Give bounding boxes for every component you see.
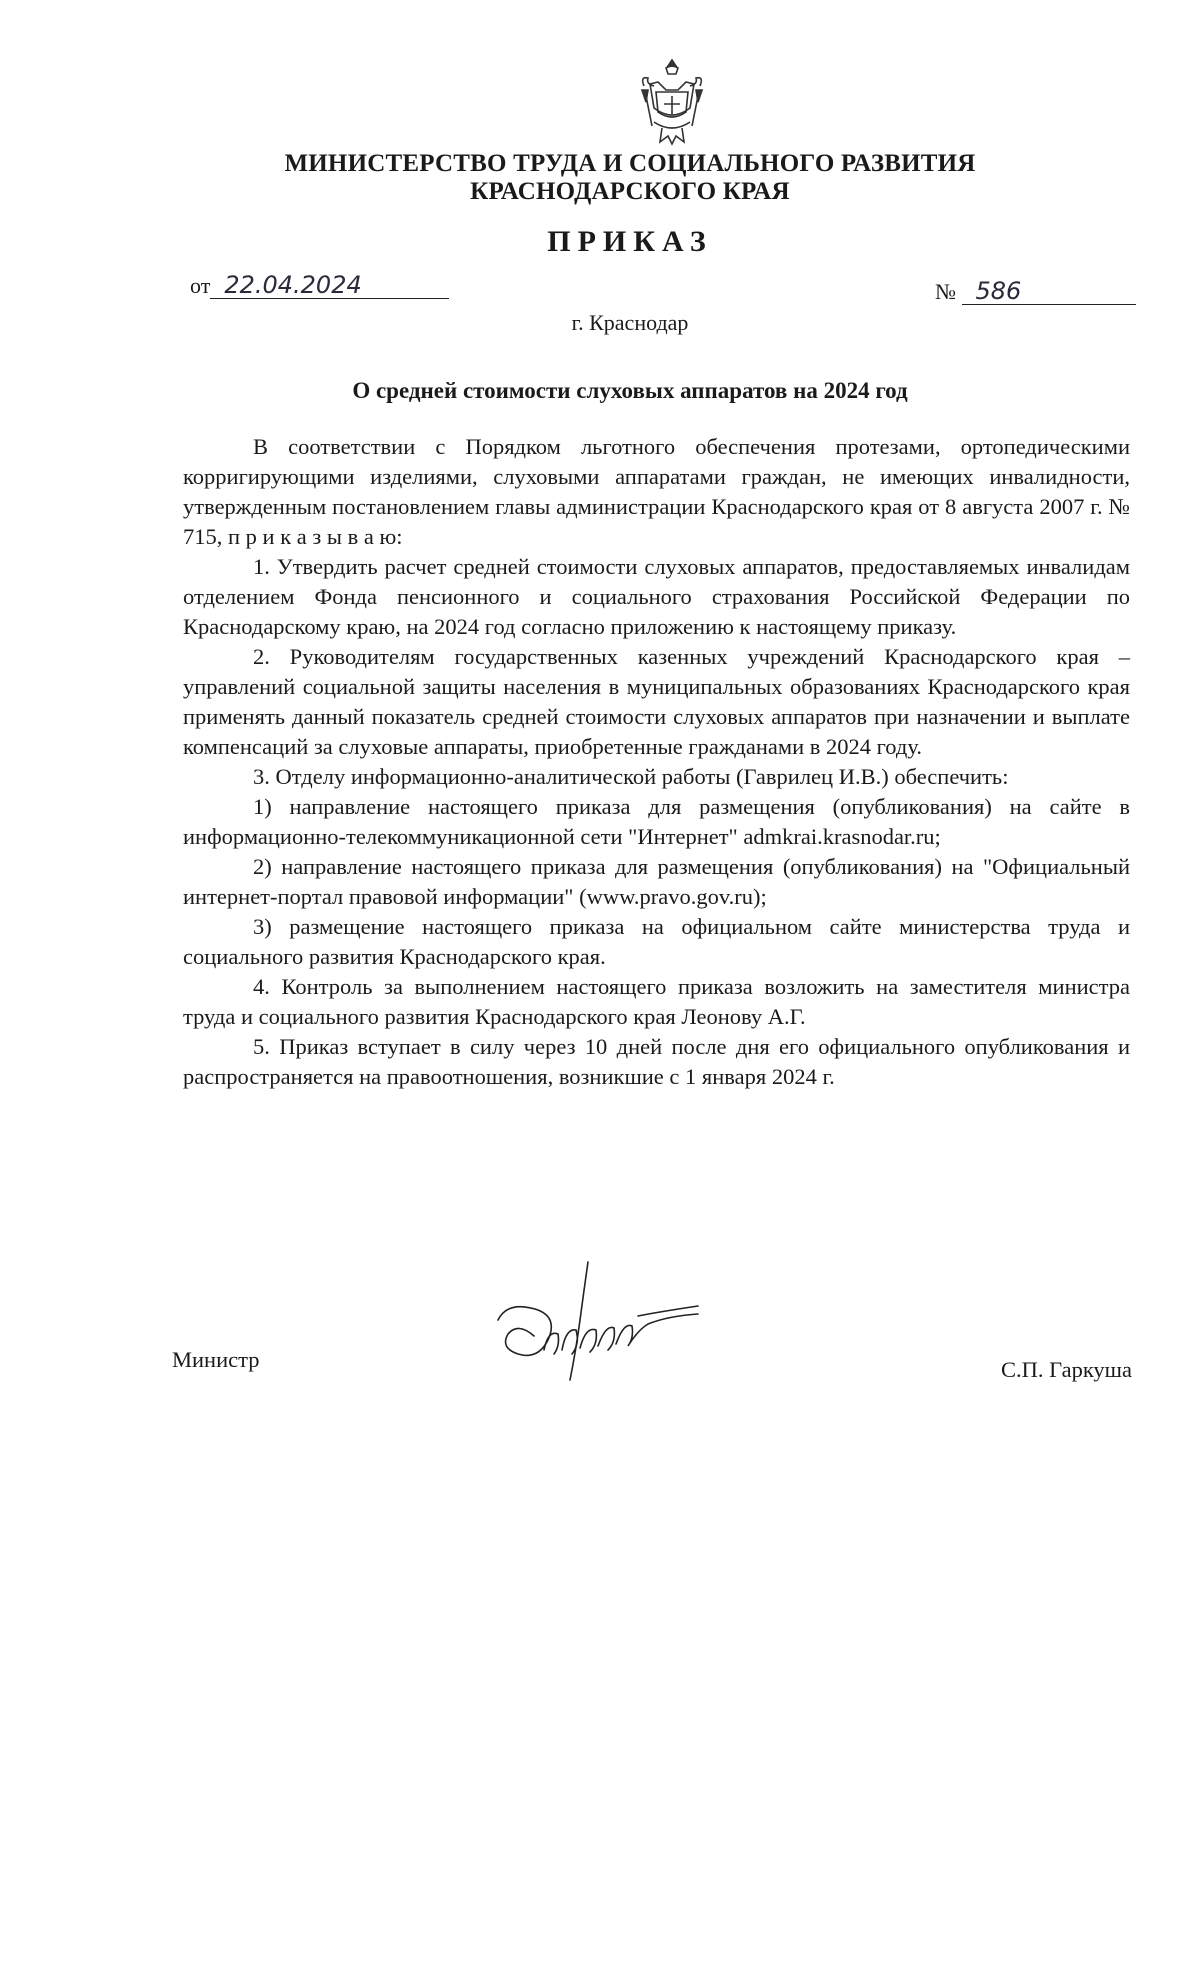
number-prefix: №	[935, 279, 956, 304]
paragraph-preamble: В соответствии с Порядком льготного обеспечения протезами, ортопедическими корригирующими изделиями, слуховыми аппаратами граждан, не имеющих инвалидности, утвержденным постановлением главы администрации Краснодарского края от 8 августа 2007 г. № 715, п р и к а з ы в а ю:	[183, 434, 1130, 549]
paragraph-subitem-3-3: 3) размещение настоящего приказа на официальном сайте министерства труда и социального развития Краснодарского края.	[183, 914, 1130, 969]
ministry-name-line2: КРАСНОДАРСКОГО КРАЯ	[470, 178, 790, 205]
paragraph-subitem-3-2: 2) направление настоящего приказа для размещения (опубликования) на "Официальный интернет-портал правовой информации" (www.pravo.gov.ru);	[183, 854, 1130, 909]
paragraph-item-1: 1. Утвердить расчет средней стоимости слуховых аппаратов, предоставляемых инвалидам отделением Фонда пенсионного и социального страхования Российской Федерации по Краснодарскому краю, на 2024 год согласно приложению к настоящему приказу.	[183, 554, 1130, 639]
ministry-name-line1: МИНИСТЕРСТВО ТРУДА И СОЦИАЛЬНОГО РАЗВИТИЯ	[284, 150, 976, 177]
date-value-handwritten: 22.04.2024	[210, 272, 449, 299]
paragraph-item-3: 3. Отделу информационно-аналитической работы (Гаврилец И.В.) обеспечить:	[253, 764, 1009, 789]
number-value-handwritten: 586	[962, 278, 1136, 305]
ministry-header	[200, 150, 1060, 206]
order-body	[183, 432, 1130, 1092]
coat-of-arms-emblem	[632, 56, 712, 148]
signer-position: Министр	[172, 1347, 260, 1372]
signer-name: С.П. Гаркуша	[1001, 1357, 1132, 1382]
number-row	[935, 278, 1136, 305]
paragraph-item-4: 4. Контроль за выполнением настоящего приказа возложить на заместителя министра труда и социального развития Краснодарского края Леонову А.Г.	[183, 974, 1130, 1029]
signature-block	[172, 1335, 1132, 1395]
date-row	[190, 272, 449, 299]
paragraph-item-2: 2. Руководителям государственных казенных учреждений Краснодарского края – управлений социальной защиты населения в муниципальных образованиях Краснодарского края применять данный показатель средней стоимости слуховых аппаратов при назначении и выплате компенсаций за слуховые аппараты, приобретенные гражданами в 2024 году.	[183, 644, 1130, 759]
city-line: г. Краснодар	[571, 310, 689, 335]
paragraph-item-5: 5. Приказ вступает в силу через 10 дней после дня его официального опубликования и распространяется на правоотношения, возникшие с 1 января 2024 г.	[183, 1034, 1130, 1089]
paragraph-subitem-3-1: 1) направление настоящего приказа для размещения (опубликования) на сайте в информационно-телекоммуникационной сети "Интернет" admkrai.krasnodar.ru;	[183, 794, 1130, 849]
document-type-title: ПРИКАЗ	[547, 225, 713, 258]
date-prefix: от	[190, 273, 211, 298]
order-subject: О средней стоимости слуховых аппаратов на 2024 год	[352, 378, 908, 403]
